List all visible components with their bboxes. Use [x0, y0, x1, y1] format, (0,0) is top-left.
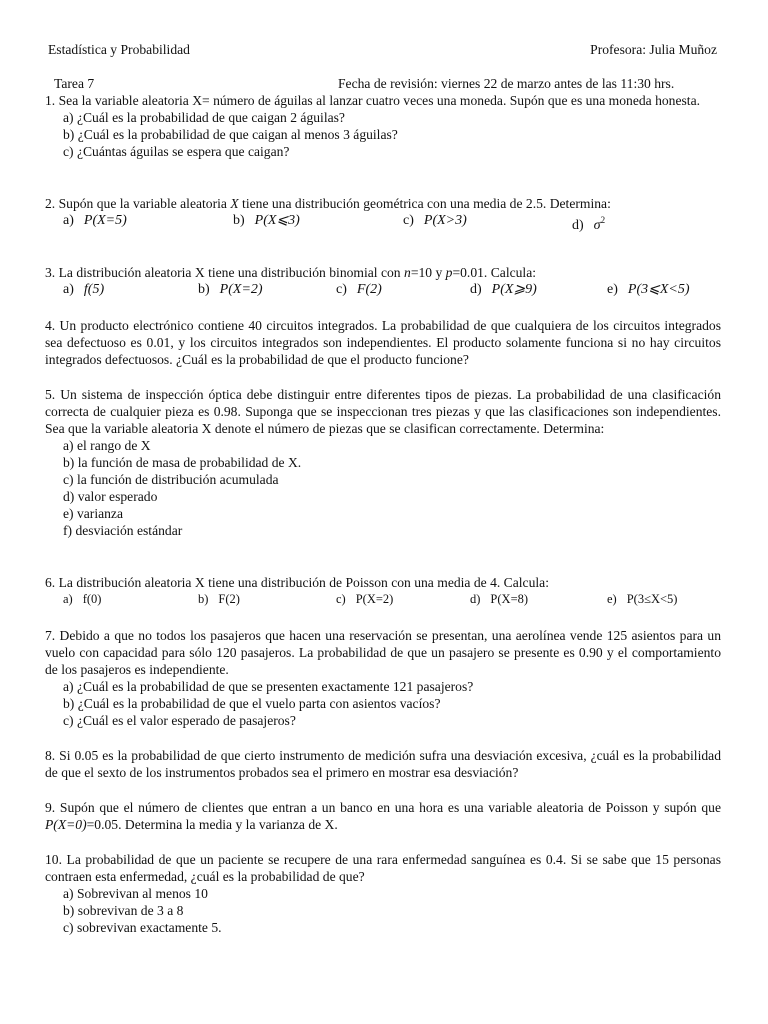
- course-title: Estadística y Probabilidad: [48, 42, 190, 57]
- q1-sub-b: b) ¿Cuál es la probabilidad de que caigan al menos 3 águilas?: [63, 127, 398, 142]
- q10-sub-b: b) sobrevivan de 3 a 8: [63, 903, 184, 918]
- q6-option-d: d) P(X=8): [470, 592, 529, 606]
- q10-sub-c: c) sobrevivan exactamente 5.: [63, 920, 222, 935]
- q3-option-e: e) P(3⩽X<5): [607, 282, 690, 297]
- q2-option-c: c) P(X>3): [403, 213, 467, 228]
- question-7-subitems: [63, 678, 721, 729]
- q5-sub-a: a) el rango de X: [63, 438, 151, 453]
- q2-option-d: d) $\sigma^2$: [572, 215, 606, 233]
- q5-sub-f: f) desviación estándar: [63, 523, 183, 538]
- question-6: [45, 574, 721, 610]
- question-3-options: [45, 281, 721, 300]
- question-1: [45, 92, 721, 160]
- question-1-text: 1. Sea la variable aleatoria X= número de águilas al lanzar cuatro veces una moneda. Supón que es una moneda honesta.: [45, 93, 701, 108]
- question-10-subitems: [63, 885, 721, 936]
- question-7-text: 7. Debido a que no todos los pasajeros que hacen una reservación se presentan, una aerolínea vende 125 asientos para un vuelo con capacidad para sólo 120 pasajeros. La probabilidad de que un pasajero se presente es 0.90 y el comportamiento de los pasajeros es independiente.: [45, 628, 721, 677]
- review-date: Fecha de revisión: viernes 22 de marzo antes de las 11:30 hrs.: [338, 76, 675, 91]
- teacher-name: Profesora: Julia Muñoz: [590, 42, 717, 57]
- question-10: [45, 851, 721, 936]
- question-10-text: 10. La probabilidad de que un paciente se recupere de una rara enfermedad sanguínea es 0.4. Si se sabe que 15 personas contraen esta enfermedad, ¿cuál es la probabilidad de que?: [45, 852, 721, 884]
- q5-sub-d: d) valor esperado: [63, 489, 158, 504]
- q2-option-b: b) P(X⩽3): [233, 213, 300, 228]
- q7-sub-c: c) ¿Cuál es el valor esperado de pasajeros?: [63, 713, 296, 728]
- question-5: [45, 386, 721, 539]
- q6-option-b: b) F(2): [198, 592, 240, 606]
- question-6-options: [45, 591, 721, 610]
- question-2-options: [45, 212, 721, 231]
- q5-sub-c: c) la función de distribución acumulada: [63, 472, 279, 487]
- q3-option-d: d) P(X⩾9): [470, 282, 537, 297]
- question-3: [45, 264, 721, 300]
- question-9-text: 9. Supón que el número de clientes que entran a un banco en una hora es una variable aleatoria de Poisson y supón que P(X=0)=0.05. Determina la media y la varianza de X.: [45, 800, 721, 832]
- question-2-text: 2. Supón que la variable aleatoria X tiene una distribución geométrica con una media de 2.5. Determina:: [45, 196, 611, 211]
- question-7: [45, 627, 721, 729]
- question-8: [45, 747, 721, 781]
- q5-sub-b: b) la función de masa de probabilidad de X.: [63, 455, 302, 470]
- question-3-text: 3. La distribución aleatoria X tiene una distribución binomial con n=10 y p=0.01. Calcula:: [45, 265, 537, 280]
- q10-sub-a: a) Sobrevivan al menos 10: [63, 886, 208, 901]
- q6-option-c: c) P(X=2): [336, 592, 394, 606]
- question-5-text: 5. Un sistema de inspección óptica debe distinguir entre diferentes tipos de piezas. La probabilidad de una clasificación correcta de cualquier pieza es 0.98. Suponga que se inspeccionan tres piezas y que las clasificaciones son independientes. Sea que la variable aleatoria X denote el número de piezas que se clasifican correctamente. Determina:: [45, 387, 721, 436]
- q3-option-a: a) f(5): [63, 282, 105, 297]
- q6-option-e: e) P(3≤X<5): [607, 592, 678, 606]
- question-4-text: 4. Un producto electrónico contiene 40 circuitos integrados. La probabilidad de que cualquiera de los circuitos integrados sea defectuoso es 0.01, y los circuitos integrados son independientes. El producto solamente funciona si no hay circuitos integrados defectuosos. ¿Cuál es la probabilidad de que el producto funcione?: [45, 318, 721, 367]
- question-2: [45, 195, 721, 231]
- question-6-text: 6. La distribución aleatoria X tiene una distribución de Poisson con una media de 4. Calcula:: [45, 575, 549, 590]
- question-5-subitems: [63, 437, 721, 539]
- q6-option-a: a) f(0): [63, 592, 102, 606]
- question-8-text: 8. Si 0.05 es la probabilidad de que cierto instrumento de medición sufra una desviación excesiva, ¿cuál es la probabilidad de que el sexto de los instrumentos probados sea el primero en mostrar esa desviación?: [45, 748, 721, 780]
- q5-sub-e: e) varianza: [63, 506, 123, 521]
- q7-sub-a: a) ¿Cuál es la probabilidad de que se presenten exactamente 121 pasajeros?: [63, 679, 474, 694]
- question-1-subitems: [63, 109, 721, 160]
- task-number: Tarea 7: [54, 76, 95, 91]
- question-9: [45, 799, 721, 833]
- q3-option-c: c) F(2): [336, 282, 382, 297]
- q1-sub-c: c) ¿Cuántas águilas se espera que caigan?: [63, 144, 290, 159]
- q2-option-a: a) P(X=5): [63, 213, 127, 228]
- question-4: [45, 317, 721, 368]
- q3-option-b: b) P(X=2): [198, 282, 263, 297]
- q7-sub-b: b) ¿Cuál es la probabilidad de que el vuelo parta con asientos vacíos?: [63, 696, 441, 711]
- q1-sub-a: a) ¿Cuál es la probabilidad de que caigan 2 águilas?: [63, 110, 345, 125]
